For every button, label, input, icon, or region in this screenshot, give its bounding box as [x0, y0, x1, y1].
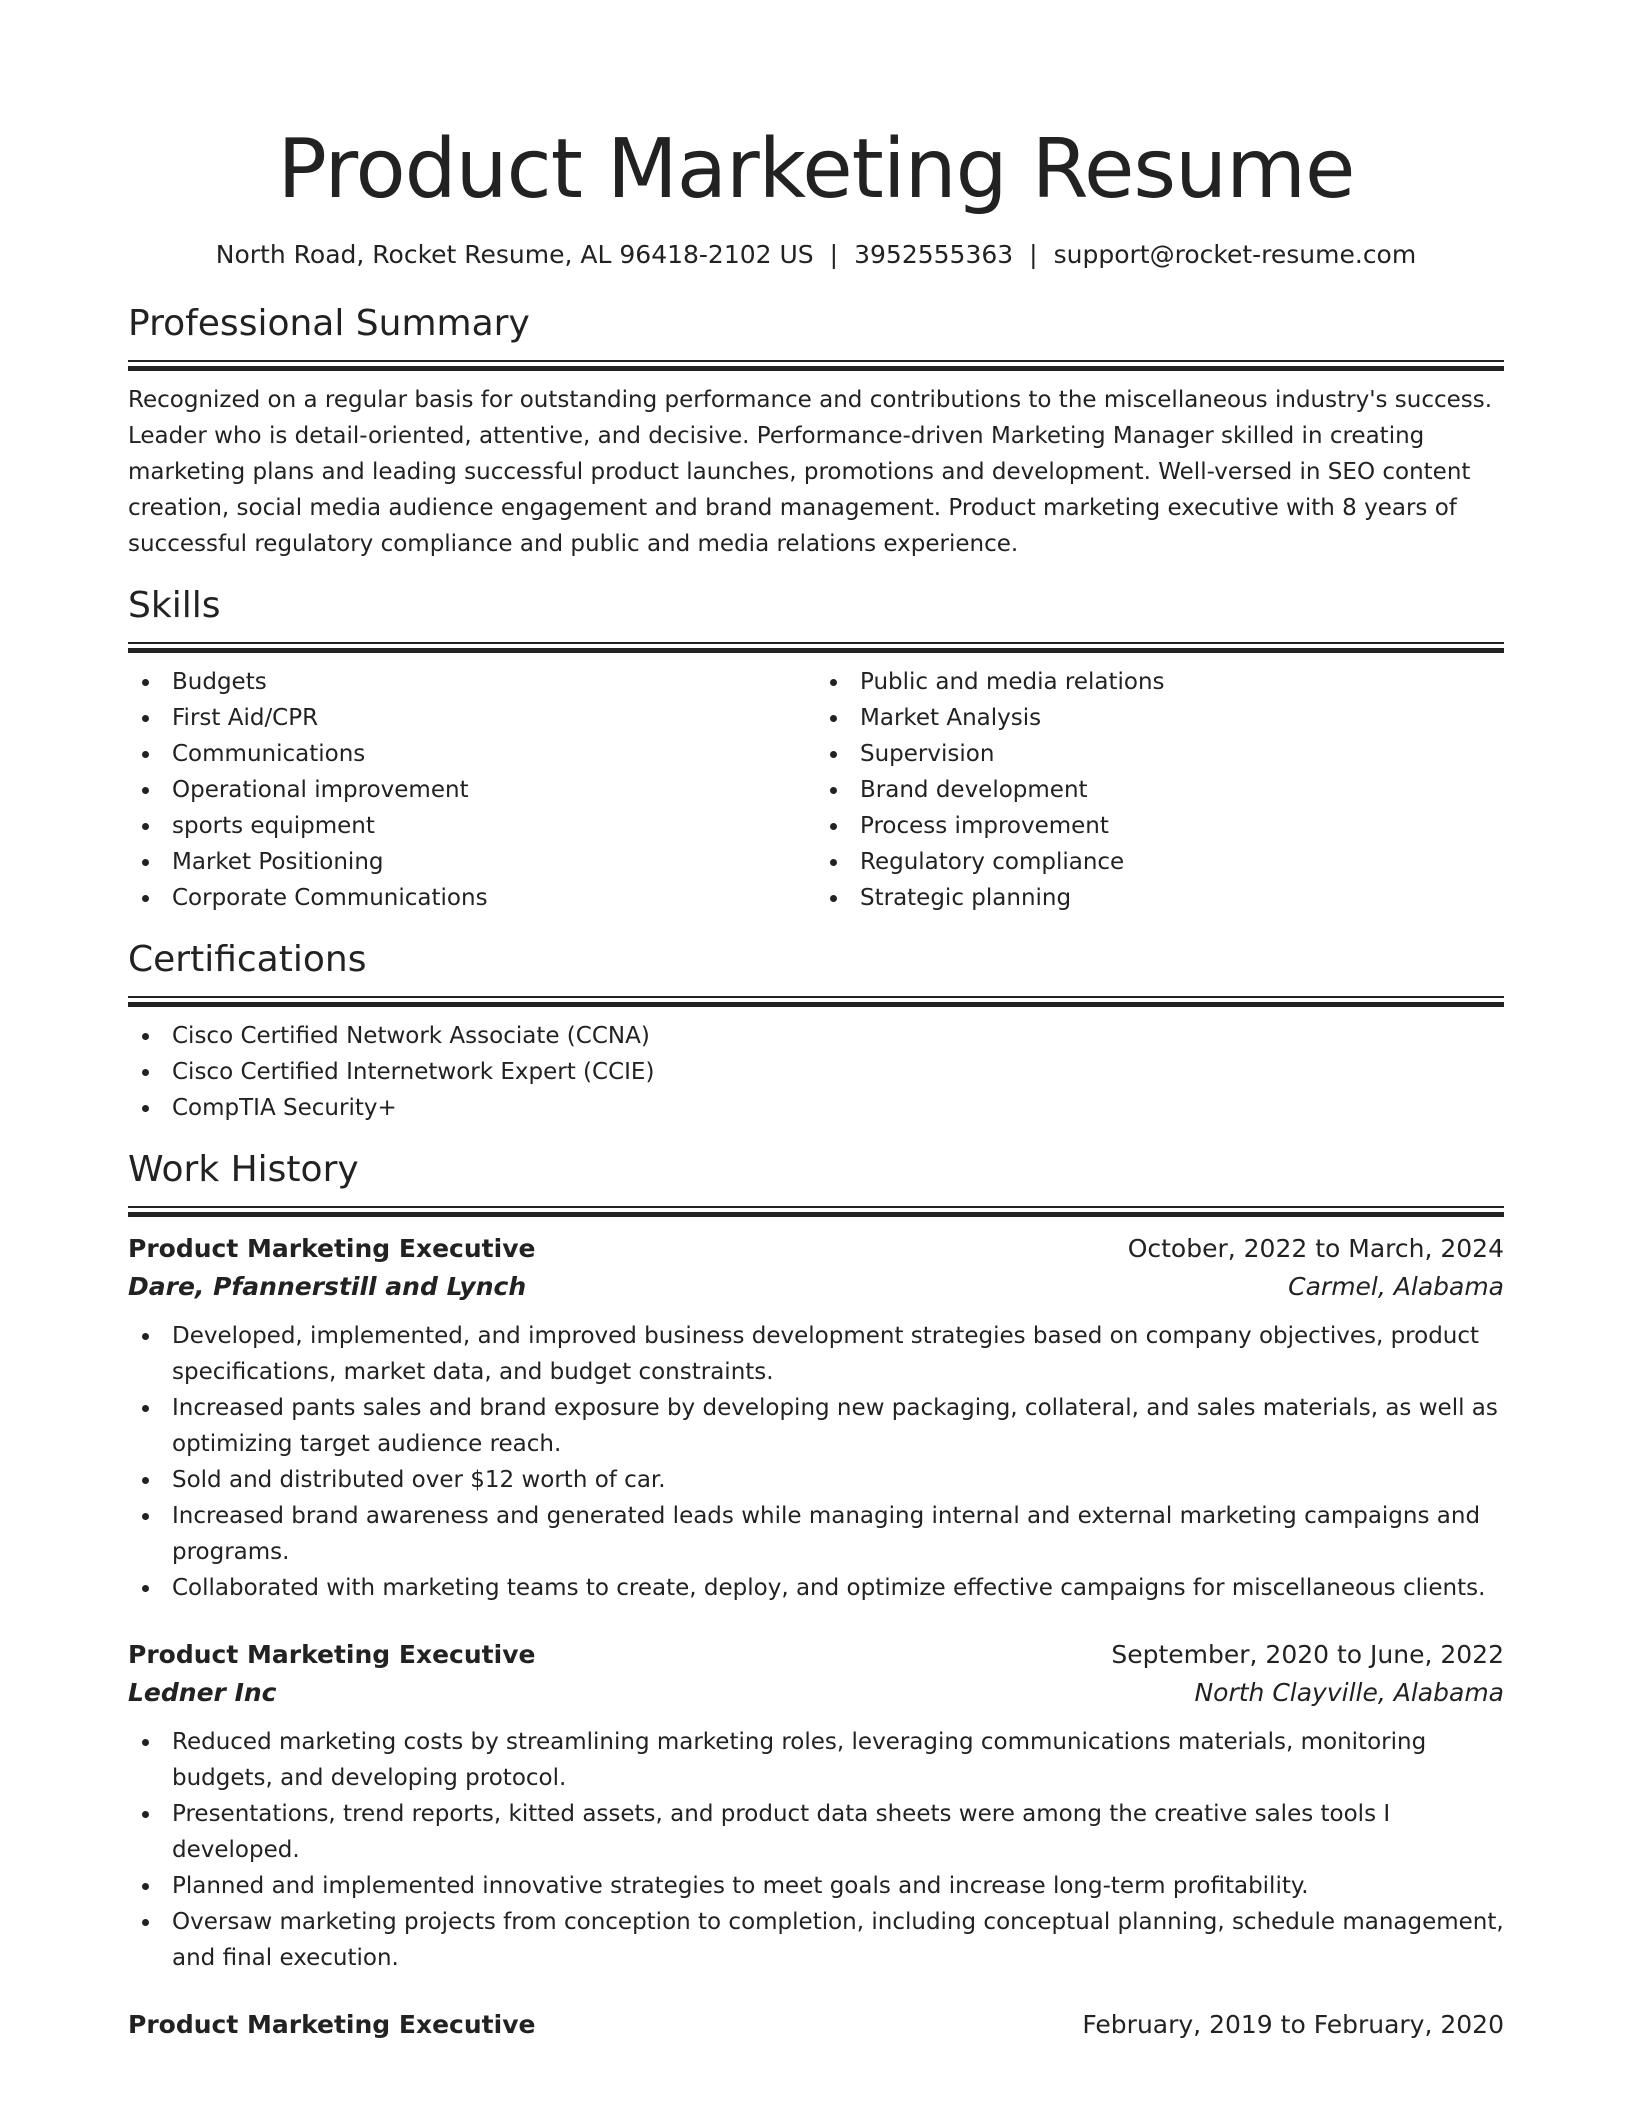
- skill-item: First Aid/CPR: [128, 700, 816, 736]
- job-bullet: Oversaw marketing projects from conception to completion, including conceptual planning, schedule management, and final execution.: [128, 1904, 1504, 1976]
- skills-columns: [128, 654, 1504, 916]
- work-history-section: [128, 1146, 1504, 2044]
- job-bullets: [128, 1724, 1504, 1976]
- skill-item: Supervision: [816, 736, 1504, 772]
- skill-item: Brand development: [816, 772, 1504, 808]
- section-heading-work-history: Work History: [128, 1149, 359, 1190]
- certification-item: CompTIA Security+: [128, 1090, 1504, 1126]
- skill-item: Market Positioning: [128, 844, 816, 880]
- job-location: North Clayville, Alabama: [1194, 1678, 1504, 1707]
- job-bullet: Reduced marketing costs by streamlining marketing roles, leveraging communications materials, monitoring budgets, and developing protocol.: [128, 1724, 1504, 1796]
- job-bullet: Planned and implemented innovative strategies to meet goals and increase long-term profitability.: [128, 1868, 1504, 1904]
- job-company: Dare, Pfannerstill and Lynch: [128, 1272, 527, 1301]
- job-dates: October, 2022 to March, 2024: [1127, 1234, 1504, 1263]
- skill-item: Operational improvement: [128, 772, 816, 808]
- contact-address: North Road, Rocket Resume, AL 96418-2102 US: [215, 240, 814, 269]
- job-header-row: [128, 1230, 1504, 1268]
- skill-item: Corporate Communications: [128, 880, 816, 916]
- section-divider: [128, 642, 1504, 654]
- resume-page: [128, 0, 1504, 2044]
- summary-section: [128, 300, 1504, 562]
- job-subheader-row: [128, 1268, 1504, 1306]
- skills-list-right: [816, 664, 1504, 916]
- section-divider: [128, 996, 1504, 1008]
- section-heading-skills: Skills: [128, 585, 221, 626]
- skill-item: Process improvement: [816, 808, 1504, 844]
- contact-email[interactable]: support@rocket-resume.com: [1053, 240, 1417, 269]
- job-title: Product Marketing Executive: [128, 1640, 536, 1669]
- job-title: Product Marketing Executive: [128, 2010, 536, 2039]
- contact-separator: |: [829, 240, 839, 269]
- contact-line: [128, 238, 1504, 272]
- job-bullet: Collaborated with marketing teams to create, deploy, and optimize effective campaigns for miscellaneous clients.: [128, 1570, 1504, 1606]
- certification-item: Cisco Certified Network Associate (CCNA): [128, 1018, 1504, 1054]
- job-entry: [128, 2006, 1504, 2044]
- job-bullet: Sold and distributed over $12 worth of car.: [128, 1462, 1504, 1498]
- job-bullets: [128, 1318, 1504, 1606]
- job-company: Ledner Inc: [128, 1678, 277, 1707]
- skills-list-left: [128, 664, 816, 916]
- job-title: Product Marketing Executive: [128, 1234, 536, 1263]
- skill-item: Communications: [128, 736, 816, 772]
- certifications-section: [128, 936, 1504, 1126]
- job-entry: [128, 1230, 1504, 1606]
- section-divider: [128, 360, 1504, 372]
- certifications-list: [128, 1018, 1504, 1126]
- skill-item: Market Analysis: [816, 700, 1504, 736]
- resume-title: Product Marketing Resume: [277, 122, 1355, 217]
- skills-section: [128, 582, 1504, 916]
- job-bullet: Developed, implemented, and improved business development strategies based on company objectives, product specifications, market data, and budget constraints.: [128, 1318, 1504, 1390]
- job-subheader-row: [128, 1674, 1504, 1712]
- contact-separator: |: [1029, 240, 1038, 269]
- section-divider: [128, 1206, 1504, 1218]
- contact-phone: 3952555363: [854, 240, 1014, 269]
- job-dates: February, 2019 to February, 2020: [1082, 2010, 1504, 2039]
- skill-item: Strategic planning: [816, 880, 1504, 916]
- certification-item: Cisco Certified Internetwork Expert (CCIE): [128, 1054, 1504, 1090]
- summary-text: Recognized on a regular basis for outstanding performance and contributions to the miscellaneous industry's success. Leader who is detail-oriented, attentive, and decisive. Performance-driven Marketing Manager skilled in creating marketing plans and leading successful product launches, promotions and development. Well-versed in SEO content creation, social media audience engagement and brand management. Product marketing executive with 8 years of successful regulatory compliance and public and media relations experience.: [128, 387, 1493, 557]
- job-bullet: Increased brand awareness and generated leads while managing internal and external marketing campaigns and programs.: [128, 1498, 1504, 1570]
- section-heading-certifications: Certifications: [128, 939, 367, 980]
- job-bullet: Increased pants sales and brand exposure by developing new packaging, collateral, and sales materials, as well as optimizing target audience reach.: [128, 1390, 1504, 1462]
- section-heading-summary: Professional Summary: [128, 303, 530, 344]
- job-header-row: [128, 1636, 1504, 1674]
- job-dates: September, 2020 to June, 2022: [1111, 1640, 1504, 1669]
- skill-item: sports equipment: [128, 808, 816, 844]
- skill-item: Public and media relations: [816, 664, 1504, 700]
- job-entry: [128, 1636, 1504, 1976]
- job-header-row: [128, 2006, 1504, 2044]
- job-bullet: Presentations, trend reports, kitted assets, and product data sheets were among the creative sales tools I developed.: [128, 1796, 1504, 1868]
- skill-item: Regulatory compliance: [816, 844, 1504, 880]
- skill-item: Budgets: [128, 664, 816, 700]
- job-location: Carmel, Alabama: [1288, 1272, 1504, 1301]
